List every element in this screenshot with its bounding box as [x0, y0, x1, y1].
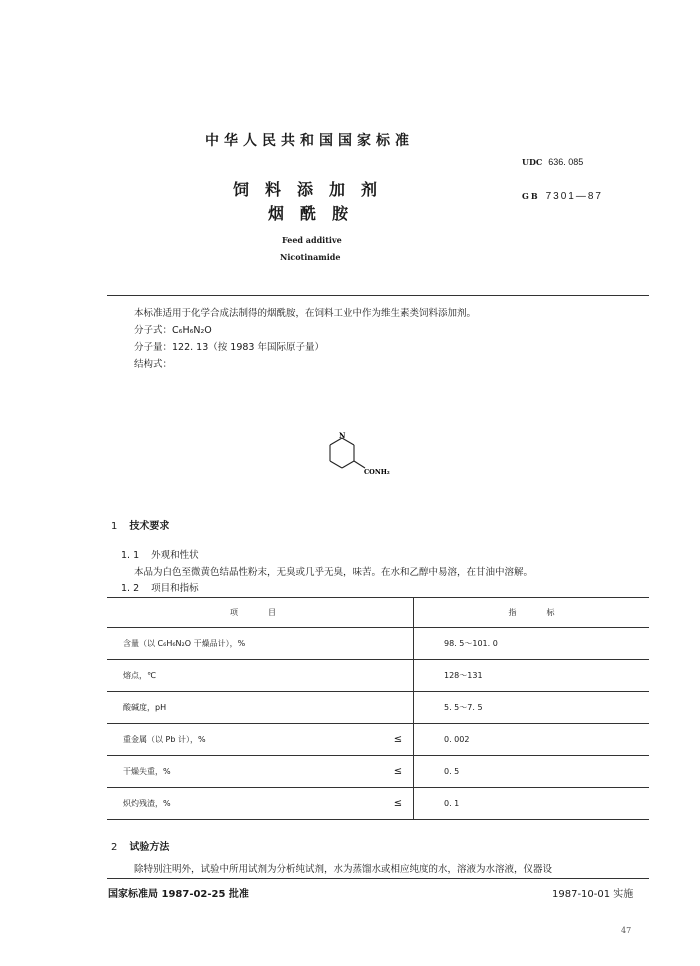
udc-label: UDC	[522, 157, 543, 167]
footer-divider	[107, 878, 649, 879]
section-2-text: 除特别注明外，试验中所用试剂为分析纯试剂，水为蒸馏水或相应纯度的水，溶液为水溶液，仪器设	[134, 864, 553, 875]
row-value: 98. 5～101. 0	[414, 628, 650, 660]
section-2-number: 2	[111, 842, 118, 853]
gb-code	[522, 191, 603, 202]
subsection-1-2-heading	[121, 580, 199, 594]
subsection-1-2-title: 项目和指标	[151, 583, 199, 594]
row-item: 干燥失重，%	[107, 756, 383, 788]
row-le	[383, 660, 414, 692]
table-row	[107, 692, 649, 724]
section-1-title: 技术要求	[129, 521, 170, 532]
title-line-2: 烟酰胺	[268, 204, 365, 223]
table-row	[107, 724, 649, 756]
row-item: 含量（以 C₆H₆N₂O 干燥品计），%	[107, 628, 383, 660]
table-row	[107, 628, 649, 660]
row-value: 128～131	[414, 660, 650, 692]
udc-value: 636. 085	[548, 157, 584, 167]
row-value: 0. 1	[414, 788, 650, 820]
row-le: ≤	[383, 756, 414, 788]
table-row	[107, 660, 649, 692]
conh2-label: CONH₂	[364, 468, 390, 476]
row-le	[383, 628, 414, 660]
gb-value: 7301—87	[545, 191, 603, 202]
structure-label: 结构式：	[134, 359, 173, 370]
carboxamide-bond	[354, 461, 365, 468]
intro-block	[134, 305, 476, 373]
top-divider	[107, 295, 649, 296]
section-1-number: 1	[111, 521, 118, 532]
header-item: 项目	[107, 598, 414, 628]
page-number: 47	[621, 926, 632, 935]
row-value: 5. 5～7. 5	[414, 692, 650, 724]
national-standard-heading: 中华人民共和国国家标准	[205, 133, 414, 149]
table-row	[107, 756, 649, 788]
row-value: 0. 5	[414, 756, 650, 788]
row-le	[383, 692, 414, 724]
nitrogen-label: N	[339, 431, 346, 440]
row-le: ≤	[383, 788, 414, 820]
subsection-1-1-heading	[121, 547, 199, 561]
molecular-formula: 分子式：C₆H₆N₂O	[134, 325, 212, 336]
title-line-1: 饲料添加剂	[233, 180, 394, 199]
section-2-title: 试验方法	[129, 842, 170, 853]
row-item: 炽灼残渣，%	[107, 788, 383, 820]
specification-table	[107, 597, 649, 820]
english-title-1: Feed additive	[282, 235, 342, 245]
section-2-heading	[111, 838, 169, 853]
structural-formula	[320, 428, 420, 488]
molecular-weight: 分子量：122. 13（按 1983 年国际原子量）	[134, 342, 324, 353]
row-item: 酸碱度，pH	[107, 692, 383, 724]
row-le: ≤	[383, 724, 414, 756]
effective-date: 1987-10-01 实施	[552, 889, 634, 900]
subsection-1-1-number: 1. 1	[121, 550, 140, 561]
table-row	[107, 788, 649, 820]
appearance-description: 本品为白色至微黄色结晶性粉末，无臭或几乎无臭，味苦。在水和乙醇中易溶，在甘油中溶解。	[134, 567, 534, 578]
section-1-heading	[111, 517, 169, 532]
row-item: 熔点，℃	[107, 660, 383, 692]
subsection-1-1-title: 外观和性状	[151, 550, 199, 561]
header-value: 指标	[414, 598, 650, 628]
pyridine-ring	[330, 438, 365, 468]
row-item: 重金属（以 Pb 计），%	[107, 724, 383, 756]
row-value: 0. 002	[414, 724, 650, 756]
approval-date: 国家标准局 1987-02-25 批准	[108, 889, 249, 900]
scope-text: 本标准适用于化学合成法制得的烟酰胺，在饲料工业中作为维生素类饲料添加剂。	[134, 308, 477, 319]
table-header-row	[107, 598, 649, 628]
gb-label: GB	[522, 191, 540, 201]
udc-code	[522, 157, 583, 167]
english-title-2: Nicotinamide	[280, 252, 341, 262]
subsection-1-2-number: 1. 2	[121, 583, 140, 594]
